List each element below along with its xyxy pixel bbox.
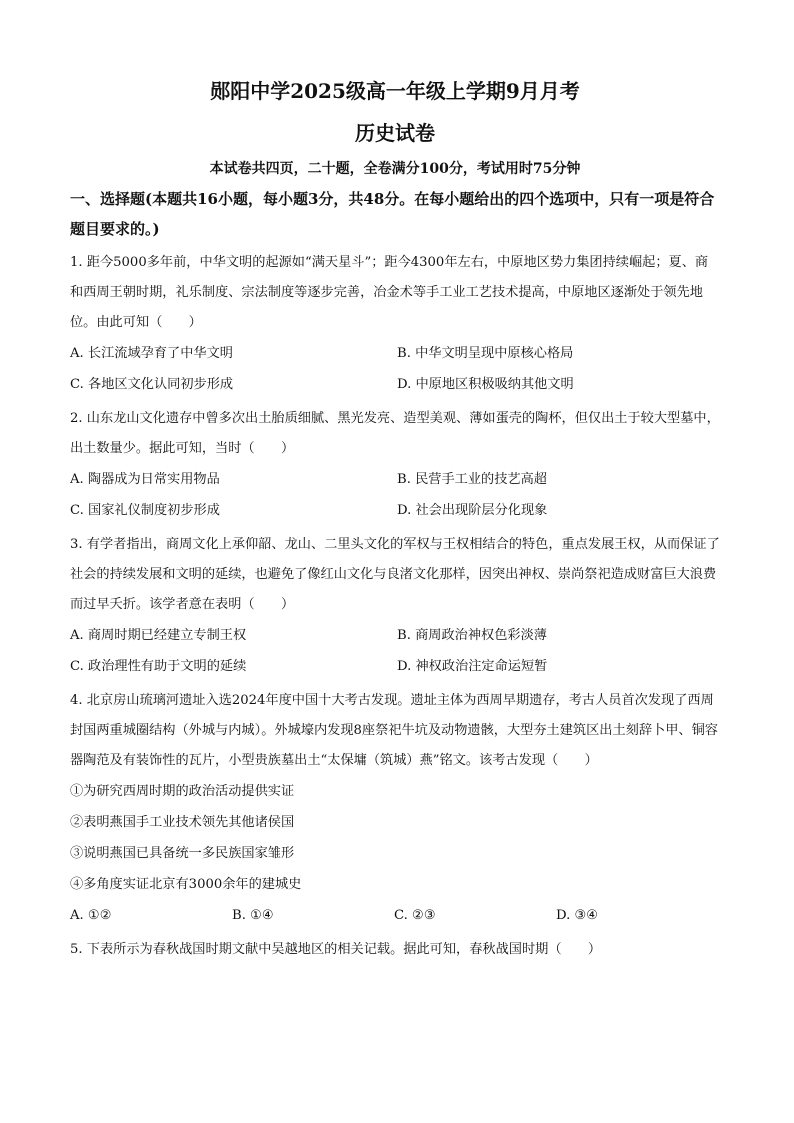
options	[70, 464, 720, 526]
question-stem: 3. 有学者指出，商周文化上承仰韶、龙山、二里头文化的军权与王权相结合的特色，重点发展王权，从而保证了社会的持续发展和文明的延续，也避免了像红山文化与良渚文化那样，因突出神权、崇尚祭祀造成财富巨大浪费而过早夭折。该学者意在表明（ ）	[70, 537, 720, 612]
option-b: B. 民营手工业的技艺高超	[397, 472, 547, 487]
options	[70, 338, 720, 400]
question-stem: 5. 下表所示为春秋战国时期文献中吴越地区的相关记载。据此可知，春秋战国时期（ ）	[70, 942, 602, 957]
option-a: A. 陶器成为日常实用物品	[70, 472, 220, 487]
options	[70, 620, 720, 682]
statement-2: ②表明燕国手工业技术领先其他诸侯国	[70, 815, 295, 830]
option-b: B. 商周政治神权色彩淡薄	[397, 628, 547, 643]
statement-4: ④多角度实证北京有3000余年的建城史	[70, 877, 302, 892]
option-c: C. ②③	[394, 908, 436, 923]
option-a: A. ①②	[70, 908, 112, 923]
question-2	[70, 404, 720, 526]
option-d: D. 神权政治注定命运短暂	[397, 659, 548, 674]
question-1	[70, 248, 720, 400]
statement-1: ①为研究西周时期的政治活动提供实证	[70, 784, 295, 799]
question-stem: 2. 山东龙山文化遗存中曾多次出土胎质细腻、黑光发亮、造型美观、薄如蛋壳的陶杯，但仅出土于较大型墓中，出土数量少。据此可知，当时（ ）	[70, 411, 720, 456]
option-c: C. 政治理性有助于文明的延续	[70, 659, 247, 674]
question-5	[70, 935, 720, 965]
section-heading: 一、选择题(本题共16小题，每小题3分，共48分。在每小题给出的四个选项中，只有一项是符合题目要求的。)	[70, 190, 715, 238]
exam-info: 本试卷共四页，二十题，全卷满分100分，考试用时75分钟	[209, 161, 581, 177]
question-4	[70, 686, 720, 931]
statement-3: ③说明燕国已具备统一多民族国家雏形	[70, 846, 295, 861]
option-c: C. 国家礼仪制度初步形成	[70, 503, 220, 518]
options	[70, 900, 720, 931]
option-a: A. 商周时期已经建立专制王权	[70, 628, 247, 643]
option-d: D. 社会出现阶层分化现象	[397, 503, 548, 518]
option-d: D. 中原地区积极吸纳其他文明	[397, 377, 574, 392]
exam-page	[70, 76, 720, 965]
option-d: D. ③④	[556, 908, 599, 923]
question-3	[70, 530, 720, 682]
question-stem: 1. 距今5000多年前，中华文明的起源如“满天星斗”；距今4300年左右，中原地区势力集团持续崛起；夏、商和西周王朝时期，礼乐制度、宗法制度等逐步完善，冶金术等手工业工艺技术提高，中原地区逐渐处于领先地位。由此可知（ ）	[70, 255, 709, 330]
option-b: B. 中华文明呈现中原核心格局	[397, 346, 574, 361]
option-c: C. 各地区文化认同初步形成	[70, 377, 234, 392]
option-b: B. ①④	[232, 908, 274, 923]
option-a: A. 长江流域孕育了中华文明	[70, 346, 233, 361]
question-stem: 4. 北京房山琉璃河遗址入选2024年度中国十大考古发现。遗址主体为西周早期遗存，考古人员首次发现了西周封国两重城圈结构（外城与内城）。外城壕内发现8座祭祀牛坑及动物遗骸，大型夯土建筑区出土刻辞卜甲、铜容器陶范及有装饰性的瓦片，小型贵族墓出土“太保墉（筑城）燕”铭文。该考古发现（ ）	[70, 693, 718, 768]
exam-subtitle: 历史试卷	[355, 121, 435, 145]
exam-title: 郧阳中学2025级高一年级上学期9月月考	[210, 79, 580, 103]
